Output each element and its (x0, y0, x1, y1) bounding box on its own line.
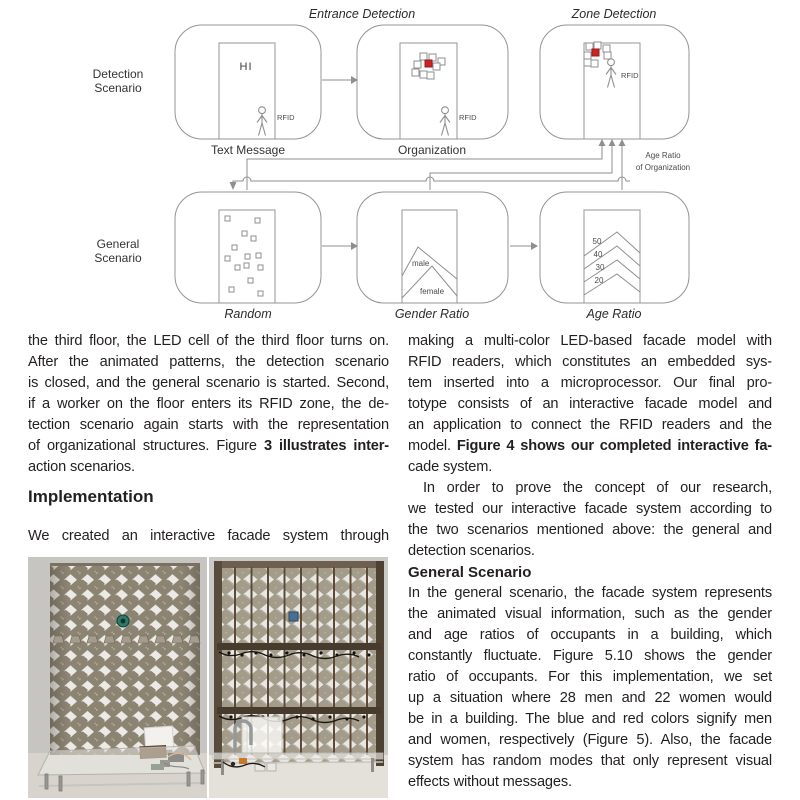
rfid-label: RFID (459, 113, 477, 122)
acrylic-box (235, 717, 282, 753)
text-line: detection scenarios. (408, 543, 535, 559)
horizontal-bar (217, 707, 381, 714)
door-text-message (219, 43, 275, 139)
text-line: tem inserted into a microprocessor. Our final pro- (408, 375, 772, 391)
age-label: 50 (592, 237, 602, 246)
svg-text:Detection: Detection (92, 67, 144, 81)
text-line: In the general scenario, the facade system represents (408, 585, 772, 601)
subsection-heading-general-scenario: General Scenario (408, 564, 532, 581)
age-label: 30 (595, 263, 605, 272)
facade-photo-front (28, 557, 207, 798)
base-bolt (221, 759, 224, 775)
section-heading-implementation: Implementation (28, 487, 154, 506)
text-line: be in a building. The blue and red colors signify men (408, 711, 772, 727)
right-column (408, 331, 772, 793)
rfid-label: RFID (621, 71, 639, 80)
paragraph (408, 331, 772, 478)
text-line: we tested our interactive facade system according to (408, 501, 772, 517)
caption-random: Random (224, 307, 272, 321)
led-holder-row (53, 636, 200, 643)
text-line: the two scenarios mentioned above: the general and (408, 522, 772, 538)
led-module-back (289, 612, 298, 621)
rfid-label: RFID (277, 113, 295, 122)
text-line: constantly fluctuate. Figure 5.10 shows the gender (408, 648, 772, 664)
text-line: if a worker on the floor enters its RFID zone, the de- (28, 396, 389, 412)
interaction-scenarios-diagram (0, 0, 800, 328)
door-age-ratio (584, 210, 640, 303)
text-line: In order to prove the concept of our research, (423, 480, 772, 496)
age-label: 20 (594, 276, 604, 285)
caption-gender-ratio: Gender Ratio (394, 307, 470, 321)
base-bolt (371, 758, 374, 772)
facade-lattice-back (214, 561, 384, 768)
text-line: and women, respectively (Figure 5). Also, the facade (408, 732, 772, 748)
female-label: female (420, 287, 445, 296)
label-entrance-detection: Entrance Detection (308, 7, 416, 21)
text-line: and age ratios of occupants in a building, which (408, 627, 772, 643)
male-label: male (412, 259, 430, 268)
facade-photo-back (209, 557, 388, 798)
text-line: RFID readers, which constitutes an embedded sys- (408, 354, 772, 370)
caption-age-ratio: Age Ratio (586, 307, 642, 321)
text-line: model. Figure 4 shows our completed interactive fa- (408, 438, 772, 454)
text-line: is closed, and the general scenario is started. Second, (28, 375, 389, 391)
svg-text:General: General (96, 237, 140, 251)
svg-text:Scenario: Scenario (94, 251, 142, 265)
text-line: system has random modes that only represent visual (408, 753, 772, 769)
text-line: an application to connect the RFID readers and the (408, 417, 772, 433)
text-line: making a multi-color LED-based facade model with (408, 333, 772, 349)
text-line: of organizational structures. Figure 3 illustrates inter- (28, 438, 390, 454)
text-line: tection scenario again starts with the representation (28, 417, 389, 433)
text-line: ratio of occupants. For this implementation, we set (408, 669, 772, 685)
text-line: the third floor, the LED cell of the third floor turns on. (28, 333, 389, 349)
text-line: After the animated patterns, the detection scenario (28, 354, 389, 370)
text-line: the animated visual information, such as the gender (408, 606, 772, 622)
hi-message-text: HI (239, 61, 253, 73)
horizontal-bar (217, 643, 381, 650)
red-led-cell (592, 49, 599, 56)
text-line: We created an interactive facade system through (28, 528, 389, 544)
caption-organization: Organization (397, 143, 467, 157)
text-line: effects without messages. (408, 774, 572, 790)
green-led-module (117, 615, 129, 627)
left-column (28, 331, 389, 547)
text-line: cade system. (408, 459, 493, 475)
svg-text:Age Ratio: Age Ratio (645, 151, 681, 160)
facade-prototype-photos (28, 557, 389, 798)
caption-text-message: Text Message (210, 143, 286, 157)
red-led-cell (425, 60, 432, 67)
text-line: totype consists of an interactive facade model and (408, 396, 772, 412)
label-zone-detection: Zone Detection (571, 7, 657, 21)
paragraph (408, 583, 772, 793)
facade-lattice-front (50, 563, 200, 755)
label-detection-scenario (93, 67, 144, 95)
text-line: up a situation where 28 men and 22 women would (408, 690, 772, 706)
paragraph (408, 478, 772, 562)
label-general-scenario (94, 237, 142, 265)
paragraph (28, 526, 389, 547)
svg-text:Scenario: Scenario (94, 81, 142, 95)
paragraph (28, 331, 389, 478)
feedback-line-label (636, 151, 690, 172)
svg-text:of Organization: of Organization (635, 163, 691, 172)
text-line: action scenarios. (28, 459, 135, 475)
door-zone-detection (584, 43, 640, 139)
age-label: 40 (593, 250, 603, 259)
